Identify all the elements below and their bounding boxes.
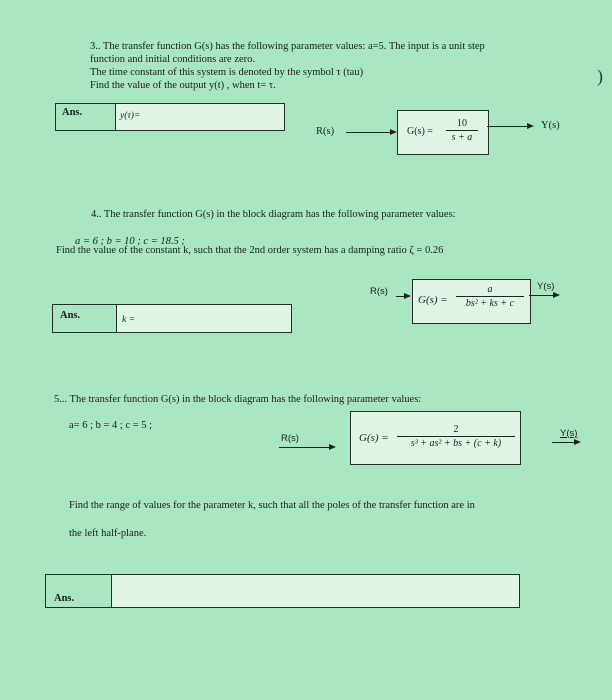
q3-input-line xyxy=(346,132,390,133)
q4-line1: 4.. The transfer function G(s) in the block diagram has the following parameter values: xyxy=(91,209,456,220)
q4-line3: Find the value of the constant k, such that the 2nd order system has a damping ratio ζ = 0.26 xyxy=(56,245,444,256)
q3-tf-den: s + a xyxy=(451,132,473,143)
q5-params: a= 6 ; b = 4 ; c = 5 ; xyxy=(69,420,153,431)
q4-output-line xyxy=(529,295,553,296)
q3-output-line xyxy=(487,126,527,127)
q4-input-arrowhead xyxy=(404,293,411,299)
q4-output-label: Y(s) xyxy=(537,281,555,292)
q3-tf-block xyxy=(397,110,489,155)
q5-tf-block xyxy=(350,411,521,465)
q3-input-arrowhead xyxy=(390,129,397,135)
q5-answer-field[interactable] xyxy=(111,574,520,608)
q5-line1: 5... The transfer function G(s) in the block diagram has the following parameter values: xyxy=(54,394,422,405)
q3-line2: function and initial conditions are zero. xyxy=(90,54,256,65)
q3-ans-label: Ans. xyxy=(62,107,83,118)
q3-line3: The time constant of this system is denoted by the symbol τ (tau) xyxy=(90,67,364,78)
q3-answer-field[interactable] xyxy=(115,103,285,131)
q5-output-label: Y(s) xyxy=(560,428,578,439)
q3-output-arrowhead xyxy=(527,123,534,129)
q3-tf-num: 10 xyxy=(457,118,467,129)
q4-tf-fraction xyxy=(456,284,524,310)
q4-ans-prefix: k = xyxy=(122,315,136,325)
q5-input-arrowhead xyxy=(329,444,336,450)
q3-tf-lhs: G(s) = xyxy=(407,126,433,137)
q4-tf-num: a xyxy=(487,284,493,295)
q4-params: a = 6 ; b = 10 ; c = 18.5 ; xyxy=(75,236,185,247)
q5-line3: the left half-plane. xyxy=(69,528,147,539)
q3-ans-prefix: y(τ)= xyxy=(120,111,141,121)
q5-output-line xyxy=(552,442,574,443)
q5-ans-label: Ans. xyxy=(54,593,75,604)
q5-input-label: R(s) xyxy=(281,433,299,444)
q5-tf-fraction xyxy=(397,424,515,450)
q4-input-line xyxy=(396,296,404,297)
q5-input-line xyxy=(279,447,329,448)
q4-answer-field[interactable] xyxy=(116,304,292,333)
q3-tf-fraction xyxy=(446,118,478,144)
q4-answer-label-box xyxy=(52,304,118,333)
q3-line1: 3.. The transfer function G(s) has the following parameter values: a=5. The input is a unit step xyxy=(90,41,485,52)
q4-ans-label: Ans. xyxy=(60,310,81,321)
q3-line4: Find the value of the output y(t) , when t= τ. xyxy=(90,80,276,91)
q3-output-label: Y(s) xyxy=(541,120,560,131)
q4-input-label: R(s) xyxy=(370,286,388,297)
q5-tf-num: 2 xyxy=(453,424,459,435)
q5-tf-den: s³ + as² + bs + (c + k) xyxy=(410,438,502,449)
q5-line2: Find the range of values for the parameter k, such that all the poles of the transfer function are in xyxy=(69,500,475,511)
q3-answer-label-box xyxy=(55,103,117,131)
q5-answer-label-box xyxy=(45,574,113,608)
q3-input-label: R(s) xyxy=(316,126,335,137)
q4-tf-den: bs² + ks + c xyxy=(465,298,515,309)
page-edge-mark: ) xyxy=(597,66,603,86)
q4-tf-lhs: G(s) = xyxy=(418,294,448,306)
q5-tf-lhs: G(s) = xyxy=(359,432,389,444)
q4-tf-block xyxy=(412,279,531,324)
